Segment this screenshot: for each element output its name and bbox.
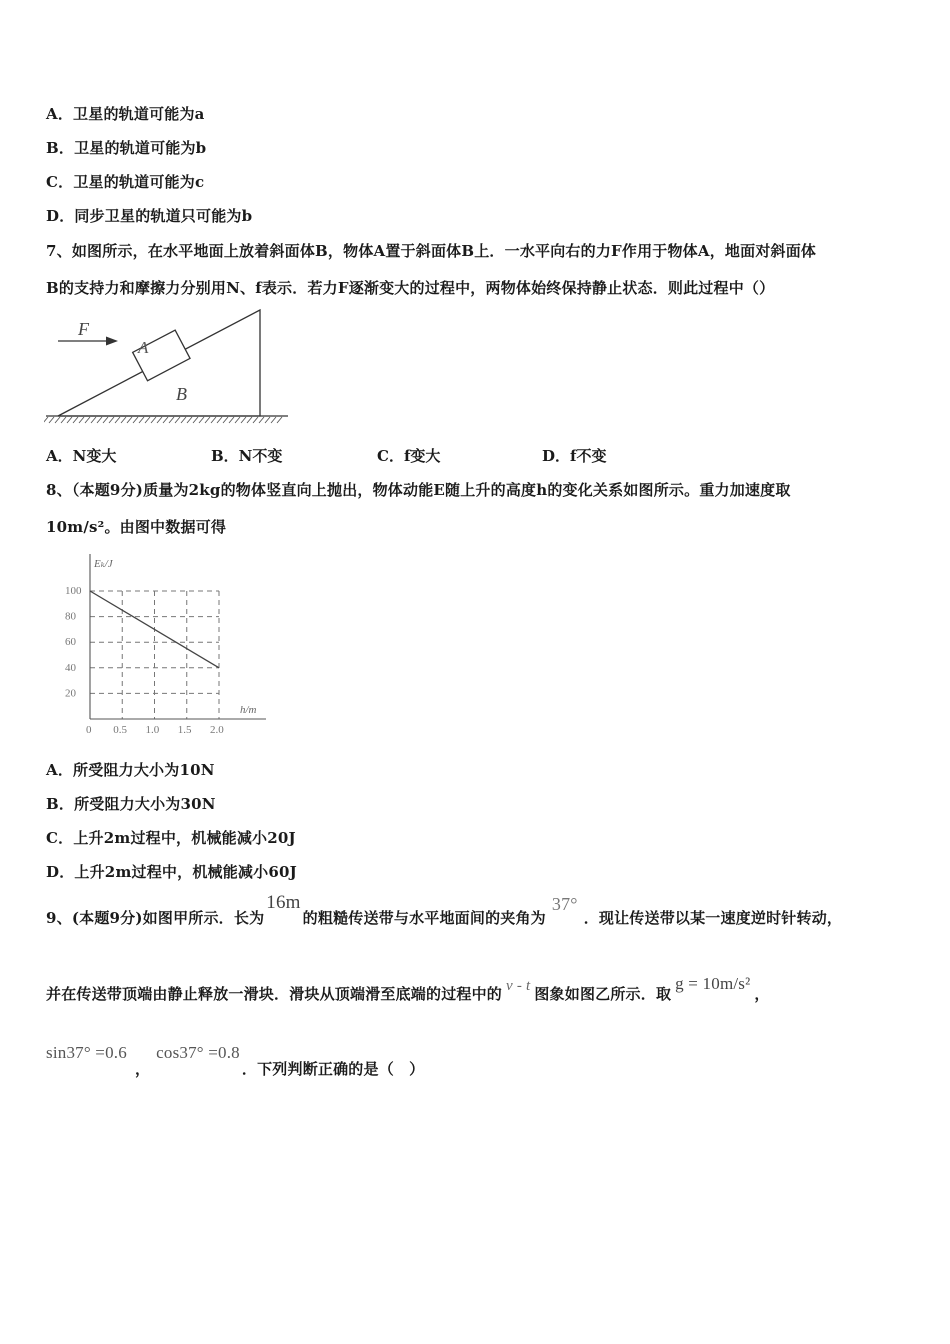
hatch-mark (97, 417, 102, 423)
arrowhead-icon (106, 337, 118, 346)
y-tick-label: 20 (65, 687, 76, 700)
q9-stem-line1 (46, 892, 842, 940)
q9-l1-text-c: ．现让传送带以某一速度逆时针转动， (583, 909, 843, 927)
q8-stem-line1: 8、（本题9分)质量为2kg的物体竖直向上抛出，物体动能E随上升的高度h的变化关系如图所示。重力加速度取 (46, 481, 791, 499)
hatch-mark (259, 417, 264, 423)
q8-option-a: A．所受阻力大小为10N (46, 761, 215, 779)
y-axis-label: Eₖ/J (94, 558, 113, 570)
hatch-mark (193, 417, 198, 423)
q9-vt-math: v - t (506, 978, 531, 994)
q9-l2-text-b: 图象如图乙所示．取 (534, 985, 672, 1003)
hatch-mark (169, 417, 174, 423)
q9-sin-math: sin37° =0.6 (46, 1043, 127, 1062)
hatch-mark (223, 417, 228, 423)
x-tick-label: 0.5 (113, 724, 127, 736)
chart-grid (90, 591, 219, 719)
y-tick-label: 100 (65, 585, 82, 597)
hatch-mark (271, 417, 276, 423)
hatch-mark (205, 417, 210, 423)
hatch-mark (103, 417, 108, 423)
q7-option-c: C．f变大 (377, 447, 441, 465)
q9-l3-comma: ， (134, 1060, 151, 1078)
q9-l1-text-b: 的粗糙传送带与水平地面间的夹角为 (302, 909, 546, 927)
q8-option-d: D．上升2m过程中，机械能减小60J (46, 863, 297, 881)
q7-option-d: D．f不变 (542, 447, 607, 465)
q8-option-c: C．上升2m过程中，机械能减小20J (46, 829, 296, 847)
hatch-mark (187, 417, 192, 423)
q8-option-b: B．所受阻力大小为30N (46, 795, 216, 813)
hatch-mark (217, 417, 222, 423)
hatch-mark (85, 417, 90, 423)
hatch-mark (145, 417, 150, 423)
y-tick-label: 40 (65, 661, 76, 674)
q9-angle-math: 37° (551, 894, 578, 914)
hatch-mark (79, 417, 84, 423)
label-f: F (78, 319, 89, 339)
hatch-mark (115, 417, 120, 423)
ground-hatching (44, 417, 282, 423)
y-tick-label: 80 (65, 610, 76, 623)
x-tick-label: 1.5 (177, 724, 192, 736)
hatch-mark (133, 417, 138, 423)
hatch-mark (44, 417, 48, 423)
hatch-mark (49, 417, 54, 423)
hatch-mark (151, 417, 156, 423)
hatch-mark (163, 417, 168, 423)
q9-length-math: 16m (266, 892, 301, 913)
hatch-mark (109, 417, 114, 423)
hatch-mark (61, 417, 66, 423)
q9-cos-math: cos37° =0.8 (156, 1043, 240, 1062)
q7-option-a: A．N变大 (46, 447, 117, 465)
q9-stem-line3 (46, 1042, 424, 1082)
q7-option-b: B．N不变 (211, 447, 283, 465)
q9-stem-line2 (46, 968, 770, 1008)
hatch-mark (67, 417, 72, 423)
hatch-mark (253, 417, 258, 423)
hatch-mark (265, 417, 270, 423)
hatch-mark (73, 417, 78, 423)
hatch-mark (139, 417, 144, 423)
q6-option-c: C．卫星的轨道可能为c (46, 173, 205, 191)
ek-h-chart (60, 552, 270, 740)
x-tick-label: 1.0 (145, 724, 160, 736)
hatch-mark (127, 417, 132, 423)
q6-option-b: B．卫星的轨道可能为b (46, 139, 207, 157)
q9-l1-text-a: 9、(本题9分)如图甲所示．长为 (46, 909, 265, 927)
q9-g-math: g = 10m/s² (675, 974, 751, 993)
label-a: A (138, 338, 149, 357)
q6-option-d: D．同步卫星的轨道只可能为b (46, 207, 253, 225)
q9-l2-text-a: 并在传送带顶端由静止释放一滑块．滑块从顶端滑至底端的过程中的 (46, 985, 503, 1003)
hatch-mark (241, 417, 246, 423)
x-tick-label: 2.0 (210, 724, 224, 736)
q9-l2-text-c: ， (754, 985, 770, 1003)
origin-label: 0 (86, 724, 92, 736)
y-tick-label: 60 (65, 636, 76, 649)
hatch-mark (175, 417, 180, 423)
hatch-mark (277, 417, 282, 423)
hatch-mark (199, 417, 204, 423)
hatch-mark (121, 417, 126, 423)
q7-stem-line1: 7、如图所示，在水平地面上放着斜面体B，物体A置于斜面体B上．一水平向右的力F作用于物体A，地面对斜面体 (46, 242, 817, 260)
q8-stem-line2: 10m/s²。由图中数据可得 (46, 518, 227, 536)
hatch-mark (181, 417, 186, 423)
hatch-mark (229, 417, 234, 423)
hatch-mark (235, 417, 240, 423)
hatch-mark (211, 417, 216, 423)
incline-figure (44, 306, 290, 430)
hatch-mark (247, 417, 252, 423)
hatch-mark (157, 417, 162, 423)
q7-stem-line2: B的支持力和摩擦力分别用N、f表示．若力F逐渐变大的过程中，两物体始终保持静止状态．则此过程中（） (46, 279, 775, 297)
x-axis-label: h/m (240, 704, 257, 716)
hatch-mark (91, 417, 96, 423)
q9-l3-text: ．下列判断正确的是（ ） (241, 1060, 425, 1078)
hatch-mark (55, 417, 60, 423)
label-b: B (176, 384, 187, 404)
q6-option-a: A．卫星的轨道可能为a (46, 105, 205, 123)
